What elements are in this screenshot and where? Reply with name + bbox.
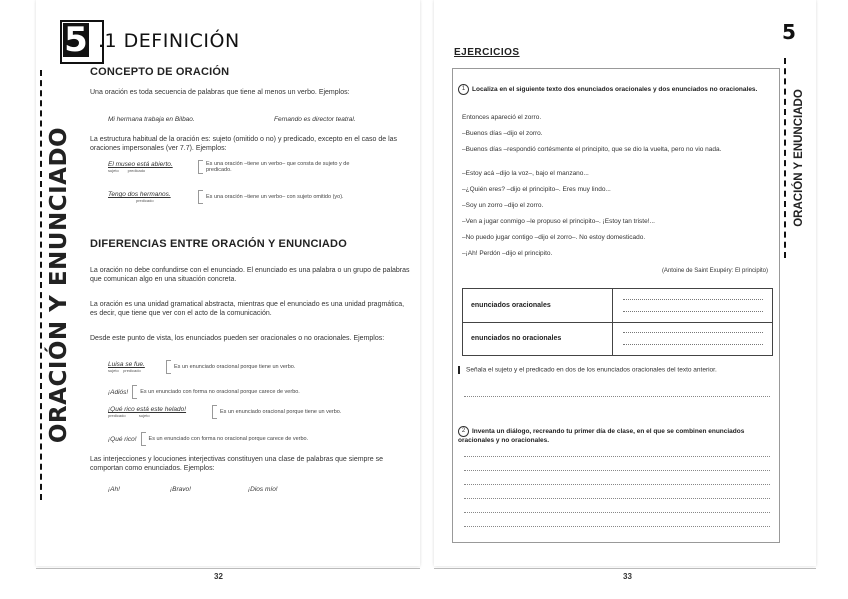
paragraph-3: La oración no debe confundirse con el enunciado. El enunciado es una palabra o un grupo de palabras que comunican algo en una situación concreta.	[90, 267, 410, 283]
table-row-label: enunciados oracionales	[463, 289, 613, 322]
answer-line[interactable]	[464, 396, 770, 397]
example-5-note: Es un enunciado con forma no oracional porque carece de verbo.	[140, 389, 300, 395]
example-3-sub: predicado	[136, 198, 154, 203]
example-2-sub-b: predicado	[127, 168, 146, 173]
example-4-note: Es un enunciado oracional porque tiene un verbo.	[174, 364, 296, 370]
example-8c: ¡Dios mío!	[248, 486, 278, 493]
dialogue-line: –Estoy acá –dijo la voz–, bajo el manzano...	[462, 170, 589, 177]
example-2-note: Es una oración –tiene un verbo– que consta de sujeto y de predicado.	[206, 161, 350, 173]
exercises-title: EJERCICIOS	[454, 47, 520, 58]
left-page	[36, 0, 420, 566]
answer-line[interactable]	[464, 498, 770, 499]
right-page	[434, 0, 816, 566]
dialogue-line: –No puedo jugar contigo –dijo el zorro–. No estoy domesticado.	[462, 234, 646, 241]
dialogue-line: Entonces apareció el zorro.	[462, 114, 542, 121]
example-8a: ¡Ah!	[108, 486, 120, 493]
answer-line[interactable]	[623, 299, 763, 300]
paragraph-2: La estructura habitual de la oración es: sujeto (omitido o no) y predicado, excepto en el caso de las oraciones impersonales (ver 7.7). Ejemplos:	[90, 136, 398, 152]
answer-line[interactable]	[464, 512, 770, 513]
dialogue-line: –Soy un zorro –dijo el zorro.	[462, 202, 544, 209]
bullet-instruction	[458, 366, 770, 374]
example-6-sentence: ¡Qué rico está este helado!	[108, 406, 187, 413]
bullet-mark	[458, 366, 460, 374]
dialogue-line: –Buenos días –dijo el zorro.	[462, 130, 543, 137]
example-5-sentence: ¡Adiós!	[108, 388, 129, 396]
example-2	[108, 160, 408, 174]
question-2-text: Inventa un diálogo, recreando tu primer día de clase, en el que se combinen enunciados oracionales y no oracionales.	[458, 428, 745, 444]
example-7-sentence: ¡Qué rico!	[108, 435, 137, 443]
dialogue-line: –Ven a jugar conmigo –le propuso el principito–. ¡Estoy tan triste!...	[462, 218, 655, 225]
citation: (Antoine de Saint Exupéry: El principito)	[661, 268, 768, 274]
table-row	[463, 322, 772, 355]
example-6-sub-b: sujeto	[138, 413, 150, 418]
heading-differences: DIFERENCIAS ENTRE ORACIÓN Y ENUNCIADO	[90, 238, 347, 250]
footer-rule-right	[434, 568, 816, 569]
answer-line[interactable]	[464, 484, 770, 485]
section-title: .1 DEFINICIÓN	[98, 30, 240, 52]
example-7-note: Es un enunciado con forma no oracional porque carece de verbo.	[148, 436, 309, 442]
side-title-right: ORACIÓN Y ENUNCIADO	[793, 89, 805, 227]
dialogue-line: –¿Quién eres? –dijo el principito–. Eres muy lindo...	[462, 186, 611, 193]
example-1b: Fernando es director teatral.	[274, 116, 356, 123]
answer-line[interactable]	[464, 470, 770, 471]
question-2-number: 2	[458, 426, 469, 437]
footer-rule-left	[36, 568, 420, 569]
side-title-band	[40, 70, 72, 500]
answer-line[interactable]	[623, 311, 763, 312]
question-2	[458, 426, 774, 444]
paragraph-1: Una oración es toda secuencia de palabras que tiene al menos un verbo. Ejemplos:	[90, 89, 350, 96]
answer-line[interactable]	[623, 332, 763, 333]
example-5	[108, 385, 408, 399]
example-6-sub-a: predicado	[108, 413, 126, 418]
example-3	[108, 190, 408, 204]
bullet-text: Señala el sujeto y el predicado en dos de los enunciados oracionales del texto anterior.	[466, 366, 717, 374]
answer-line[interactable]	[623, 344, 763, 345]
side-title-band-right	[784, 58, 810, 258]
example-4-sub-a: sujeto	[108, 368, 119, 373]
page-number-left: 32	[214, 572, 223, 581]
answer-table	[462, 288, 773, 356]
page-number-right: 33	[623, 572, 632, 581]
paragraph-6: Las interjecciones y locuciones interjectivas constituyen una clase de palabras que siempre se comportan como enunciados. Ejemplos:	[90, 456, 383, 472]
paragraph-5: Desde este punto de vista, los enunciados pueden ser oracionales o no oracionales. Ejemplos:	[90, 335, 385, 342]
example-6	[108, 405, 408, 419]
paragraph-4: La oración es una unidad gramatical abstracta, mientras que el enunciado es una unidad pragmática, es decir, que tiene que ver con el acto de la comunicación.	[90, 301, 405, 317]
example-2-sentence: El museo está abierto.	[108, 161, 173, 168]
question-1	[458, 84, 774, 95]
side-title: ORACIÓN Y ENUNCIADO	[46, 126, 72, 444]
table-row	[463, 289, 772, 323]
example-4-sub-b: predicado	[123, 368, 141, 373]
example-3-sentence: Tengo dos hermanos.	[108, 191, 171, 198]
table-row-label: enunciados no oracionales	[463, 322, 613, 355]
example-8b: ¡Bravo!	[170, 486, 191, 493]
answer-line[interactable]	[464, 526, 770, 527]
question-1-text: Localiza en el siguiente texto dos enunciados oracionales y dos enunciados no oracionales.	[472, 86, 758, 94]
example-3-note: Es una oración –tiene un verbo– con sujeto omitido (yo).	[206, 194, 344, 200]
example-2-sub-a: sujeto	[108, 168, 119, 173]
dialogue-line: –Buenos días –respondió cortésmente el principito, que se dio la vuelta, pero no vio nada.	[462, 146, 722, 153]
unit-number: 5	[64, 20, 88, 60]
heading-concept: CONCEPTO DE ORACIÓN	[90, 66, 230, 78]
answer-line[interactable]	[464, 456, 770, 457]
unit-number-right: 5	[782, 20, 796, 44]
example-6-note: Es un enunciado oracional porque tiene un verbo.	[220, 409, 342, 415]
example-1a: Mi hermana trabaja en Bilbao.	[108, 116, 195, 123]
example-4-sentence: Luisa se fue.	[108, 361, 145, 368]
question-1-number: 1	[458, 84, 469, 95]
example-4	[108, 360, 408, 374]
dialogue-line: –¡Ah! Perdón –dijo el principito.	[462, 250, 553, 257]
example-7	[108, 432, 408, 446]
